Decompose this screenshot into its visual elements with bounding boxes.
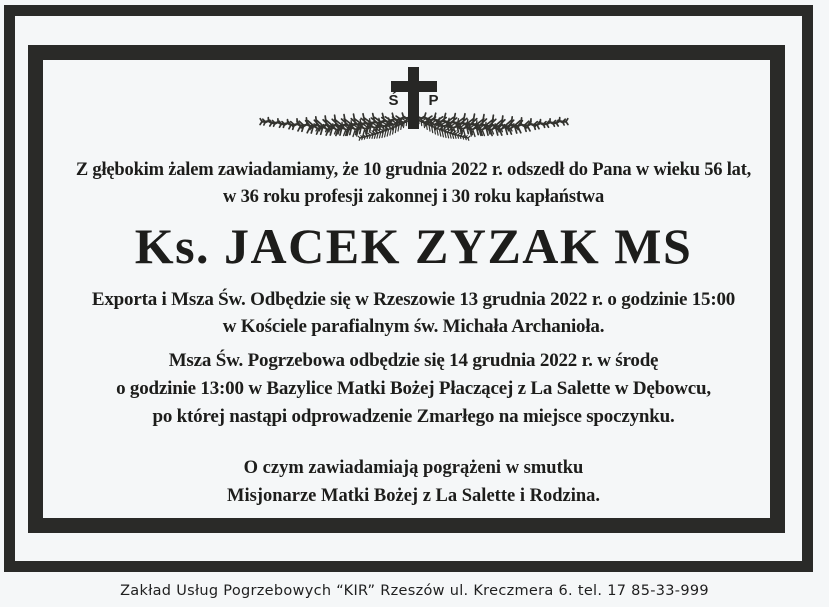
exporta-mass-line-1: Exporta i Msza Św. Odbędzie się w Rzeszowie 13 grudnia 2022 r. o godzinie 15:00 — [91, 289, 736, 310]
notice-content — [44, 61, 783, 517]
announcement-line-2: w 36 roku profesji zakonnej i 30 roku kapłaństwa — [222, 187, 605, 207]
announcement-line-1: Z głębokim żalem zawiadamiamy, że 10 grudnia 2022 r. odszedł do Pana w wieku 56 lat, — [75, 160, 752, 180]
exporta-mass-line-2: w Kościele parafialnym św. Michała Archanioła. — [222, 316, 605, 337]
sp-right-letter: P — [428, 92, 439, 109]
exporta-mass-block — [44, 286, 783, 340]
announcement-block — [44, 157, 783, 211]
closing-block — [44, 454, 783, 510]
funeral-home-footer: Zakład Usług Pogrzebowych “KIR” Rzeszów ul. Kreczmera 6. tel. 17 85-33-999 — [120, 583, 709, 599]
sp-left-letter: Ś — [388, 92, 399, 109]
cross-icon — [408, 67, 419, 129]
funeral-mass-line-2: o godzinie 13:00 w Bazylice Matki Bożej Płaczącej z La Salette w Dębowcu, — [116, 378, 711, 399]
deceased-name: Ks. JACEK ZYZAK MS — [134, 218, 693, 274]
closing-line-2: Misjonarze Matki Bożej z La Salette i Rodzina. — [226, 486, 600, 506]
memorial-emblem — [259, 63, 569, 153]
cross-icon — [391, 81, 437, 92]
funeral-mass-block — [44, 347, 783, 431]
closing-line-1: O czym zawiadamiają pogrążeni w smutku — [243, 458, 584, 478]
funeral-mass-line-3: po której nastąpi odprowadzenie Zmarłego na miejsce spoczynku. — [152, 406, 675, 427]
funeral-mass-line-1: Msza Św. Pogrzebowa odbędzie się 14 grudnia 2022 r. w środę — [168, 350, 659, 371]
